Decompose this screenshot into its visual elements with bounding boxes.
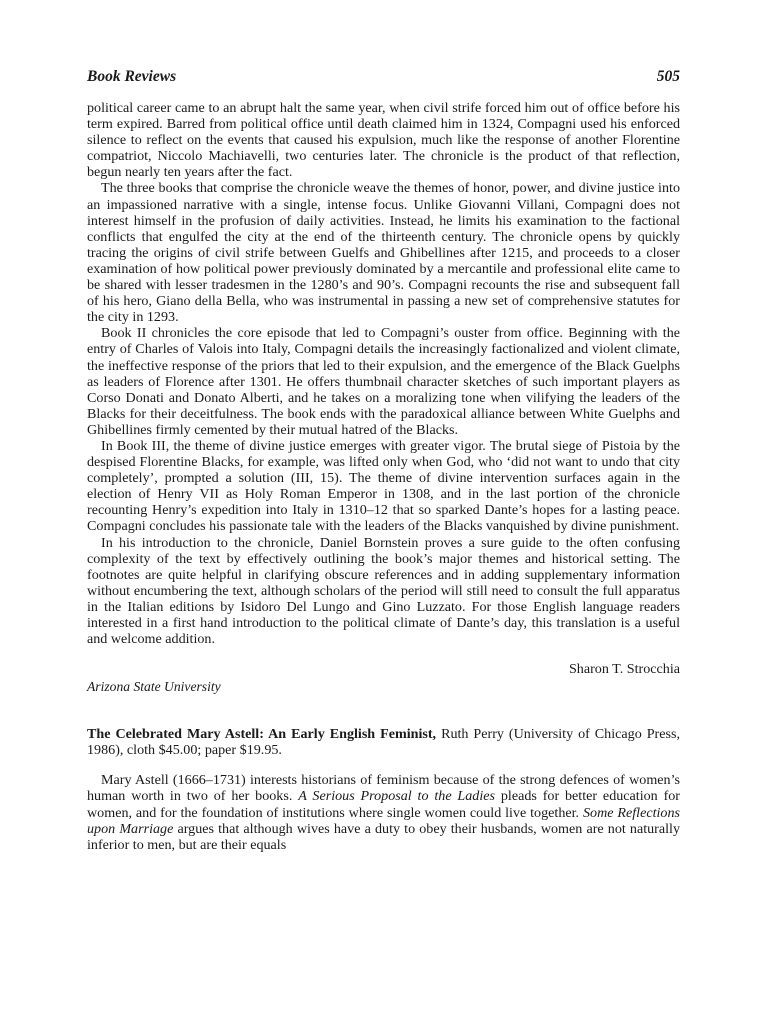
- review-paragraph: The three books that comprise the chronicle weave the themes of honor, power, and divine justice into an impassioned narrative with a single, intense focus. Unlike Giovanni Villani, Compagni does not interest himself in the profusion of daily activities. Instead, he limits his examination to the factional conflicts that engulfed the city at the end of the thirteenth century. The chronicle opens by quickly tracing the origins of civil strife between Guelfs and Ghibellines after 1215, and proceeds to a closer examination of how political power previously dominated by a mercantile and professional elite came to be shared with lesser tradesmen in the 1280’s and 90’s. Compagni recounts the rise and subsequent fall of his hero, Giano della Bella, who was instrumental in passing a new set of comprehensive statutes for the city in 1293.: [87, 180, 680, 326]
- review-paragraph: political career came to an abrupt halt the same year, when civil strife forced him out of office before his term expired. Barred from political office until death claimed him in 1324, Compagni used his enforced silence to reflect on the events that caused his expulsion, much like the response of another Florentine compatriot, Niccolo Machiavelli, two centuries later. The chronicle is the product of that reflection, begun nearly ten years after the fact.: [87, 100, 680, 181]
- body-text: pleads for better education for women, and for the foundation of institutions where single women could live together.: [87, 788, 680, 821]
- book-title: The Celebrated Mary Astell: An Early English Feminist,: [87, 726, 437, 743]
- book-citation: [87, 726, 680, 758]
- reviewer-name: Sharon T. Strocchia: [568, 661, 680, 678]
- section-title: Book Reviews: [87, 68, 177, 85]
- review-paragraph: Book II chronicles the core episode that led to Compagni’s ouster from office. Beginning with the entry of Charles of Valois into Italy, Compagni details the increasingly factionalized and violent climate, the ineffective response of the priors that led to their expulsion, and the emergence of the Black Guelphs as leaders of Florence after 1301. He offers thumbnail character sketches of such important players as Corso Donati and Donato Alberti, and he takes on a moralizing tone when vilifying the leaders of the Blacks for their deceitfulness. The book ends with the paradoxical alliance between White Guelphs and Ghibellines firmly cemented by their mutual hatred of the Blacks.: [87, 325, 680, 438]
- publication-details: Ruth Perry (University of Chicago Press, 1986), cloth $45.00; paper $19.95.: [87, 726, 680, 759]
- running-head: [87, 68, 680, 96]
- page-number: 505: [656, 68, 680, 85]
- reviewer-affiliation: Arizona State University: [87, 679, 221, 695]
- body-text: Mary Astell (1666–1731) interests historians of feminism because of the strong defences of women’s human worth in two of her books.: [87, 772, 680, 805]
- review-one: [87, 100, 680, 699]
- book-title-italic: A Serious Proposal to the Ladies: [298, 788, 496, 805]
- review-paragraph: In Book III, the theme of divine justice emerges with greater vigor. The brutal siege of Pistoia by the despised Florentine Blacks, for example, was lifted only when God, who ‘did not want to undo that city completely’, prompted a solution (III, 15). The theme of divine intervention surfaces again in the election of Henry VII as Holy Roman Emperor in 1308, and in the last portion of the chronicle recounting Henry’s expedition into Italy in 1310–12 that so sparked Dante’s hopes for a lasting peace. Compagni concludes his passionate tale with the leaders of the Blacks vanquished by divine punishment.: [87, 437, 680, 535]
- review-two: [87, 726, 680, 853]
- book-title-italic: Some Reflections upon Marriage: [87, 804, 681, 837]
- body-text: argues that although wives have a duty to obey their husbands, women are not naturally inferior to men, but are their equals: [87, 820, 681, 853]
- review-paragraph: In his introduction to the chronicle, Daniel Bornstein proves a sure guide to the often confusing complexity of the text by effectively outlining the book’s major themes and historical setting. The footnotes are quite helpful in clarifying obscure references and in adding supplementary information without encumbering the text, although scholars of the period will still need to consult the full apparatus in the Italian editions by Isidoro Del Lungo and Gino Luzzato. For those English language readers interested in a first hand introduction to the political climate of Dante’s day, this translation is a useful and welcome addition.: [87, 534, 680, 648]
- review-paragraph: [87, 772, 680, 852]
